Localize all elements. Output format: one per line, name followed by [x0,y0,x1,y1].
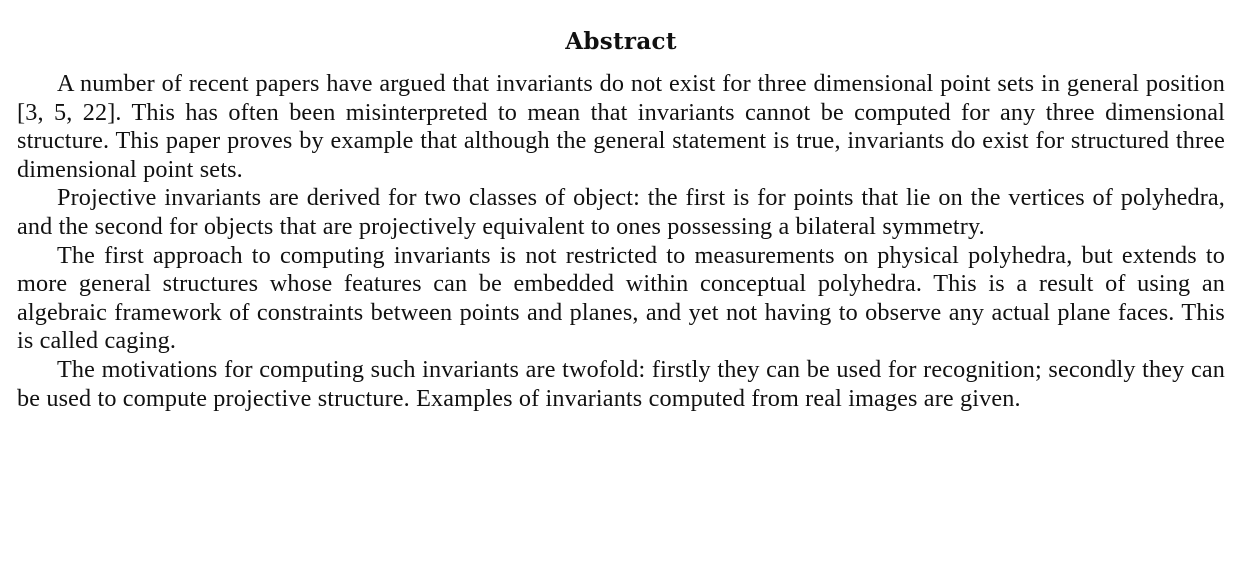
abstract-section [17,26,1225,413]
abstract-paragraph-3: The first approach to computing invariants is not restricted to measurements on physical polyhedra, but extends to more general structures whose features can be embedded within conceptual polyhedra. This is a result of using an algebraic framework of constraints between points and planes, and yet not having to observe any actual plane faces. This is called caging. [17,241,1225,355]
abstract-paragraph-4: The motivations for computing such invariants are twofold: firstly they can be used for recognition; secondly they can be used to compute projective structure. Examples of invariants computed from real images are given. [17,355,1225,412]
abstract-paragraph-2: Projective invariants are derived for two classes of object: the first is for points that lie on the vertices of polyhedra, and the second for objects that are projectively equivalent to ones possessing a bilateral symmetry. [17,184,1225,240]
abstract-heading: Abstract [565,28,677,55]
abstract-paragraph-1: A number of recent papers have argued that invariants do not exist for three dimensional point sets in general position [3, 5, 22]. This has often been misinterpreted to mean that invariants cannot be computed for any three dimensional structure. This paper proves by example that although the general statement is true, invariants do exist for structured three dimensional point sets. [17,70,1225,183]
